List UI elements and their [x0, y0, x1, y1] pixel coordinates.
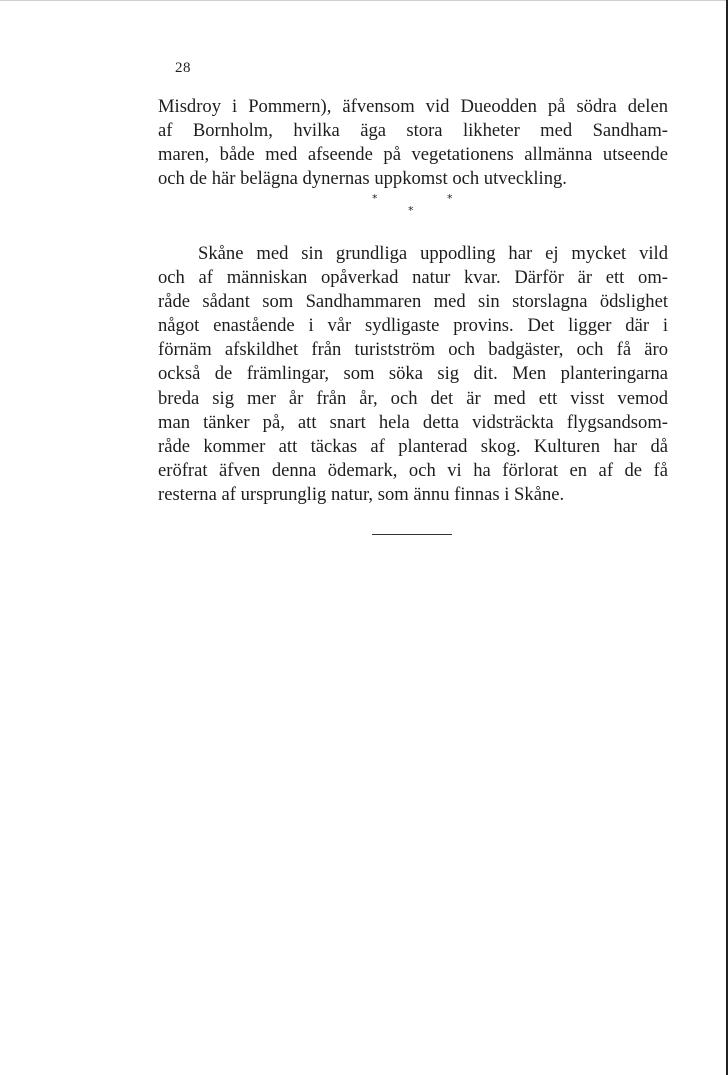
- star-center: *: [408, 204, 414, 217]
- text-line: något enastående i vår sydligaste provins. Det ligger där i: [158, 315, 668, 337]
- star-right: *: [447, 192, 453, 205]
- text-line: breda sig mer år från år, och det är med ett visst vemod: [158, 387, 668, 409]
- text-line: af Bornholm, hvilka äga stora likheter med Sandham-: [158, 120, 668, 142]
- text-line: också de främlingar, som söka sig dit. Men planteringarna: [158, 363, 668, 385]
- end-rule: [372, 534, 452, 535]
- text-line: maren, både med afseende på vegetationens allmänna utseende: [158, 144, 668, 166]
- text-line: man tänker på, att snart hela detta vidsträckta flygsandsom-: [158, 411, 668, 433]
- star-left: *: [372, 192, 378, 205]
- text-line: Skåne med sin grundliga uppodling har ej mycket vild: [198, 243, 668, 264]
- text-line: förnäm afskildhet från turistström och badgäster, och få äro: [158, 339, 668, 361]
- page-top-edge: [0, 0, 728, 1]
- paragraph-1: [158, 95, 668, 191]
- paragraph-2: [158, 242, 668, 507]
- text-line: Misdroy i Pommern), äfvensom vid Dueodden på södra delen: [158, 96, 668, 117]
- asterism-separator: [360, 190, 470, 220]
- text-line: eröfrat äfven denna ödemark, och vi ha förlorat en af de få: [158, 459, 668, 481]
- page-number: 28: [175, 60, 191, 76]
- text-line: och de här belägna dynernas uppkomst och utveckling.: [158, 168, 567, 190]
- text-line: råde kommer att täckas af planterad skog. Kulturen har då: [158, 435, 668, 457]
- text-line: och af människan opåverkad natur kvar. Därför är ett om-: [158, 267, 668, 289]
- text-line: råde sådant som Sandhammaren med sin storslagna ödslighet: [158, 291, 668, 313]
- text-line: resterna af ursprunglig natur, som ännu finnas i Skåne.: [158, 483, 565, 505]
